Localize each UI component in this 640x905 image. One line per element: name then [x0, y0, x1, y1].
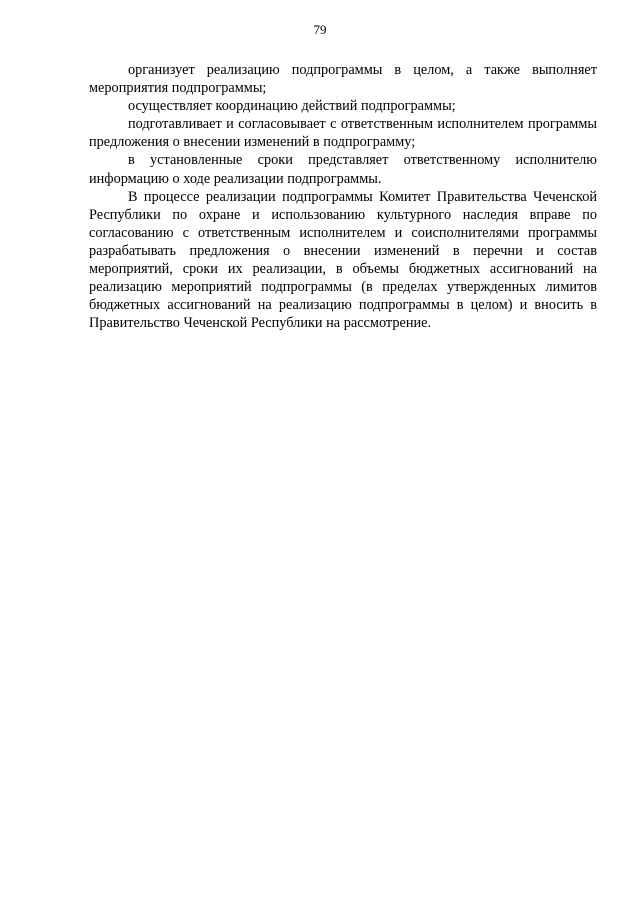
paragraph-reports: в установленные сроки представляет ответственному исполнителю информацию о ходе реализации подпрограммы. [89, 152, 597, 187]
page-number: 79 [313, 22, 327, 37]
paragraph-coordinates: осуществляет координацию действий подпрограммы; [128, 98, 456, 115]
paragraph-committee-rights: В процессе реализации подпрограммы Комитет Правительства Чеченской Республики по охране и использованию культурного наследия вправе по согласованию с ответственным исполнителем и соисполнителями программы разрабатывать предложения о внесении изменений в перечни и состав мероприятий, сроки их реализации, в объемы бюджетных ассигнований на реализацию мероприятий подпрограммы (в пределах утвержденных лимитов бюджетных ассигнований на реализацию подпрограммы в целом) и вносить в Правительство Чеченской Республики на рассмотрение. [89, 188, 597, 332]
paragraph-prepares: подготавливает и согласовывает с ответственным исполнителем программы предложения о внесении изменений в подпрограмму; [89, 116, 597, 151]
paragraph-organizes: организует реализацию подпрограммы в целом, а также выполняет мероприятия подпрограммы; [89, 62, 597, 97]
document-body [89, 61, 597, 332]
